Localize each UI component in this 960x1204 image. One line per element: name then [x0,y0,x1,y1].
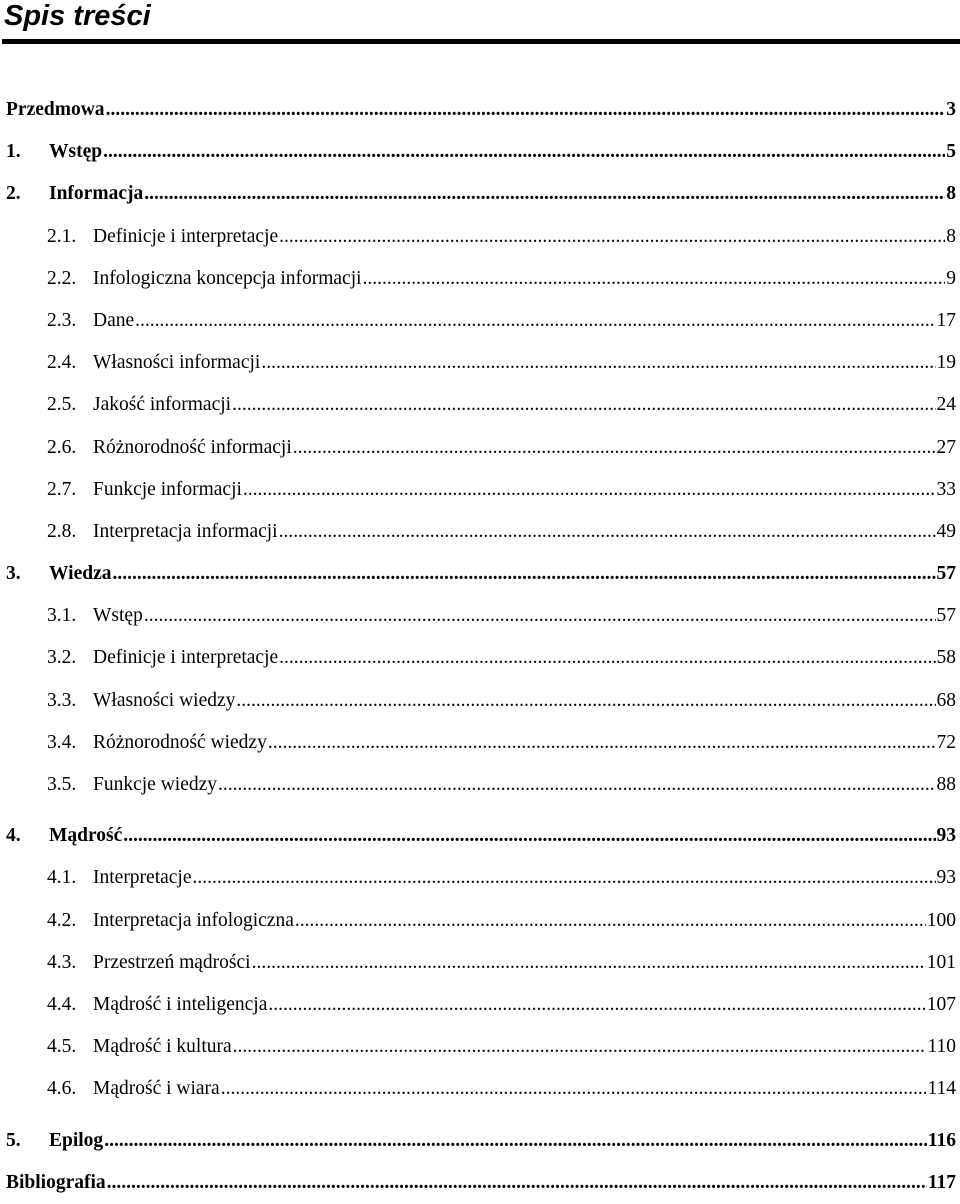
toc-entry-title: Różnorodność informacji [93,436,292,458]
toc-entry-page-number: 33 [936,478,956,500]
dot-leader [144,595,936,637]
toc-entry[interactable] [0,1068,956,1110]
dot-leader [112,553,935,595]
toc-entry-title: Funkcje informacji [93,478,242,500]
toc-entry-number: 3.3. [47,689,77,711]
toc-entry-number: 3.4. [47,731,77,753]
dot-leader [279,511,936,553]
toc-entry-number: 3.1. [47,605,77,627]
toc-entry-page-number: 49 [936,520,956,542]
toc-entry-number: 2.7. [47,478,77,500]
toc-entry[interactable] [0,342,956,384]
toc-entry-title: Wiedza [49,563,112,585]
toc-entry-number: 3.2. [47,647,77,669]
toc-entry[interactable] [0,764,956,806]
toc-entry-number: 2.3. [47,309,77,331]
toc-entry[interactable] [0,722,956,764]
toc-entry-page-number: 68 [936,689,956,711]
dot-leader [123,815,935,857]
toc-entry-number: 4.1. [47,867,77,889]
toc-entry-title: Interpretacja informacji [93,520,278,542]
dot-leader [193,857,936,899]
toc-entry-title: Definicje i interpretacje [93,225,279,247]
dot-leader [293,427,936,469]
toc-entry[interactable] [0,427,956,469]
toc-entry-title: Przedmowa [6,99,105,120]
toc-entry-page-number: 110 [927,1036,956,1058]
toc-entry-title: Funkcje wiedzy [93,774,218,795]
dot-leader [268,984,925,1026]
table-of-contents [0,89,956,1204]
dot-leader [279,216,945,258]
toc-entry[interactable] [0,173,956,215]
toc-entry-title: Mądrość [49,825,123,847]
dot-leader [261,342,935,384]
toc-entry-number: 5. [6,1129,21,1151]
toc-entry-page-number: 58 [936,647,956,669]
toc-entry-number: 4.2. [47,909,77,931]
toc-entry-page-number: 8 [946,225,956,247]
toc-entry-title: Definicje i interpretacje [93,647,279,669]
dot-leader [232,384,935,426]
toc-entry-title: Informacja [49,183,144,205]
toc-entry-title: Wstęp [93,605,143,627]
toc-entry-number: 2.8. [47,520,77,542]
toc-entry-number: 4. [6,825,21,847]
toc-entry-page-number: 100 [926,909,956,931]
toc-entry-number: 2.6. [47,436,77,458]
toc-entry-number: 1. [6,141,21,163]
toc-entry-page-number: 116 [927,1129,956,1151]
toc-entry-title: Epilog [49,1129,104,1151]
toc-entry-page-number: 72 [936,731,956,753]
toc-entry-page-number: 5 [946,141,956,163]
toc-entry-page-number: 8 [946,183,956,205]
toc-entry[interactable] [0,216,956,258]
dot-leader [103,131,945,173]
toc-entry[interactable] [0,857,956,899]
toc-entry-title: Różnorodność wiedzy [93,731,267,753]
toc-entry[interactable] [0,553,956,595]
toc-entry-page-number: 101 [926,951,956,973]
toc-entry[interactable] [0,984,956,1026]
dot-leader [104,1120,927,1162]
toc-entry-title: Bibliografia [6,1171,106,1193]
toc-entry-title: Mądrość i kultura [93,1036,232,1058]
toc-entry[interactable] [0,131,956,173]
toc-entry[interactable] [0,1162,956,1204]
toc-entry-page-number: 9 [946,267,956,289]
toc-entry[interactable] [0,384,956,426]
toc-entry-page-number: 3 [946,99,956,120]
toc-entry-page-number: 93 [936,825,956,847]
toc-entry[interactable] [0,89,956,131]
dot-leader [295,900,926,942]
toc-entry-number: 4.5. [47,1036,77,1058]
toc-entry-page-number: 114 [927,1078,956,1100]
toc-entry-page-number: 27 [936,436,956,458]
toc-entry-title: Mądrość i inteligencja [93,993,268,1015]
toc-entry-page-number: 19 [936,352,956,374]
dot-leader [243,469,936,511]
toc-entry-number: 2.4. [47,352,77,374]
dot-leader [236,680,935,722]
toc-entry-title: Interpretacja infologiczna [93,909,294,931]
toc-entry-title: Infologiczna koncepcja informacji [93,267,362,289]
toc-entry-number: 4.6. [47,1078,77,1100]
toc-entry-page-number: 17 [936,309,956,331]
toc-entry-number: 2.2. [47,267,77,289]
toc-entry[interactable] [0,637,956,679]
page-title: Spis treści [4,0,151,32]
dot-leader [221,1068,927,1110]
toc-entry-number: 4.3. [47,951,77,973]
toc-entry-number: 2.5. [47,394,77,416]
dot-leader [279,637,935,679]
toc-entry-title: Interpretacje [93,867,192,889]
toc-entry-number: 3.5. [47,774,77,795]
dot-leader [363,258,945,300]
toc-entry-page-number: 57 [936,563,956,585]
toc-entry-number: 3. [6,563,21,585]
toc-entry-page-number: 57 [936,605,956,627]
dot-leader [268,722,936,764]
toc-entry[interactable] [0,1026,956,1068]
dot-leader [107,1162,927,1204]
toc-entry-title: Własności informacji [93,352,261,374]
toc-entry-number: 2. [6,183,21,205]
dot-leader [135,300,935,342]
toc-entry[interactable] [0,942,956,984]
toc-entry[interactable] [0,258,956,300]
toc-entry-page-number: 88 [936,774,956,795]
toc-entry-title: Przestrzeń mądrości [93,951,251,973]
toc-entry-page-number: 24 [936,394,956,416]
toc-entry-title: Własności wiedzy [93,689,236,711]
toc-entry-title: Dane [93,309,135,331]
toc-entry[interactable] [0,300,956,342]
toc-entry-page-number: 117 [927,1171,956,1193]
toc-entry[interactable] [0,511,956,553]
toc-entry[interactable] [0,595,956,637]
toc-entry[interactable] [0,900,956,942]
title-divider [2,39,960,44]
dot-leader [144,173,945,215]
toc-entry-number: 2.1. [47,225,77,247]
toc-entry[interactable] [0,680,956,722]
toc-entry-title: Jakość informacji [93,394,232,416]
dot-leader [233,1026,927,1068]
dot-leader [252,942,926,984]
toc-entry-title: Wstęp [49,141,103,163]
toc-entry-title: Mądrość i wiara [93,1078,220,1100]
dot-leader [218,764,935,806]
toc-entry[interactable] [0,1120,956,1162]
toc-entry-page-number: 107 [926,993,956,1015]
dot-leader [106,89,945,131]
toc-entry-page-number: 93 [936,867,956,889]
toc-entry-number: 4.4. [47,993,77,1015]
toc-entry[interactable] [0,815,956,857]
toc-entry[interactable] [0,469,956,511]
